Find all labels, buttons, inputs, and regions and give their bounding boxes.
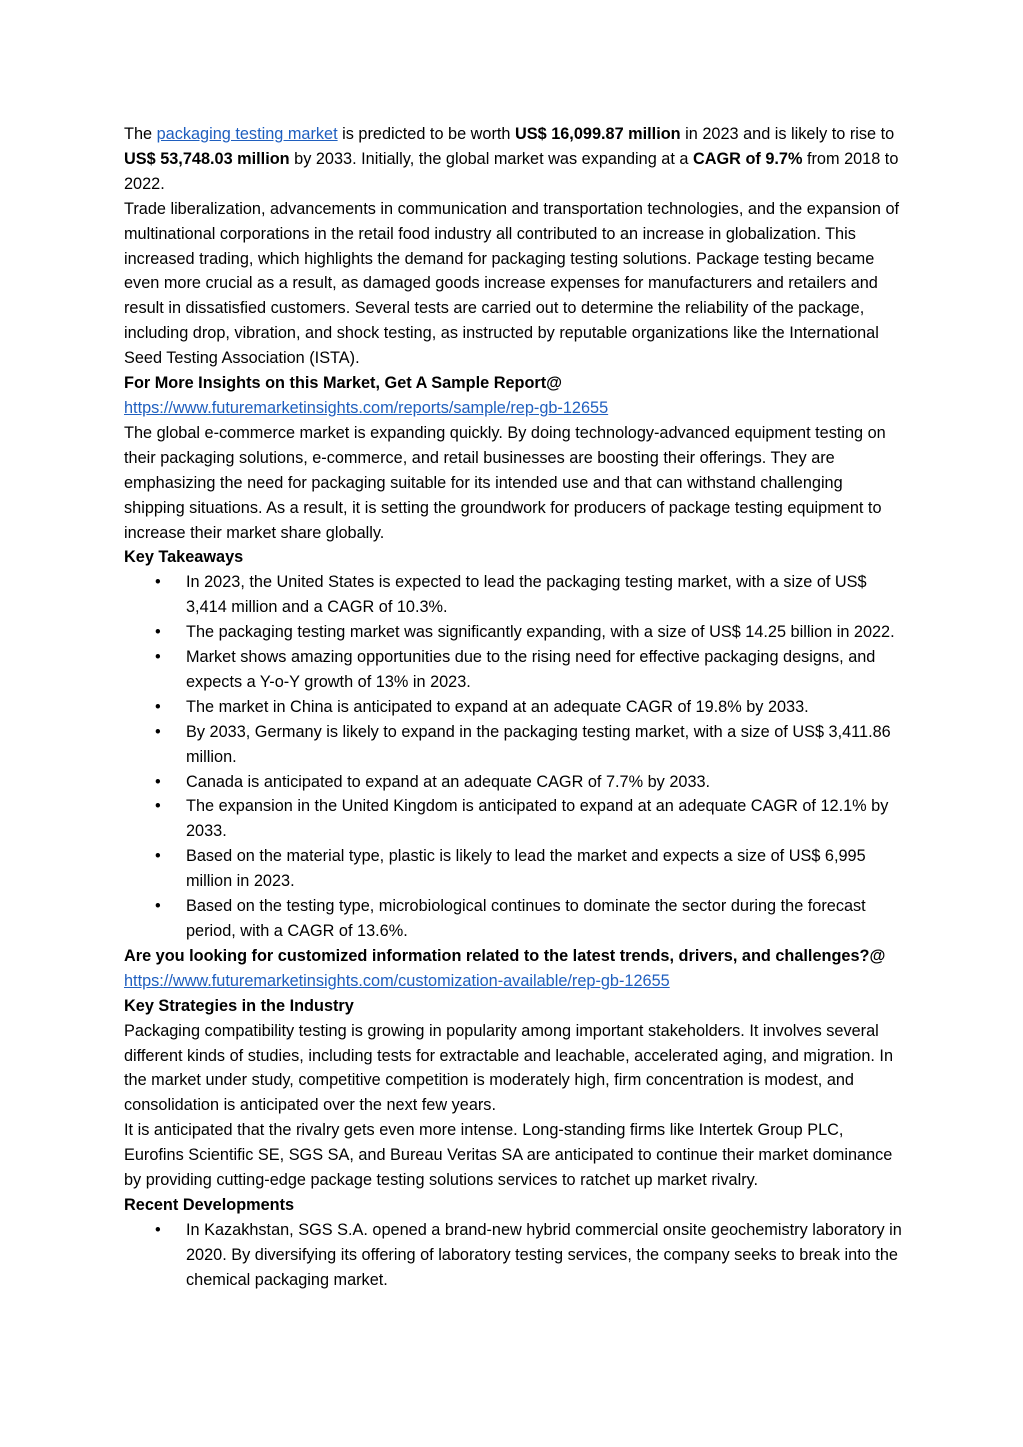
list-item: • In Kazakhstan, SGS S.A. opened a brand-new hybrid commercial onsite geochemistry laboratory in 2020. By diversifying its offering of laboratory testing services, the company seeks to break into the chemical packaging market. bbox=[124, 1218, 904, 1293]
list-item: • In 2023, the United States is expected to lead the packaging testing market, with a size of US$ 3,414 million and a CAGR of 10.3%. bbox=[124, 570, 904, 620]
customization-label: Are you looking for customized information related to the latest trends, drivers, and challenges?@ bbox=[124, 946, 886, 965]
intro-paragraph bbox=[124, 122, 904, 197]
list-item: • Based on the material type, plastic is likely to lead the market and expects a size of US$ 6,995 million in 2023. bbox=[124, 844, 904, 894]
key-strategies-heading: Key Strategies in the Industry bbox=[124, 996, 354, 1015]
bullet-icon: • bbox=[155, 1220, 161, 1239]
intro-text-4: by 2033. Initially, the global market was expanding at a bbox=[289, 149, 693, 168]
bullet-icon: • bbox=[155, 573, 161, 592]
value-2023: US$ 16,099.87 million bbox=[515, 125, 681, 143]
document-page bbox=[124, 122, 904, 1293]
intro-text-3: in 2023 and is likely to rise to bbox=[680, 125, 895, 143]
bullet-icon: • bbox=[155, 623, 161, 642]
sample-report-link[interactable]: https://www.futuremarketinsights.com/reports/sample/rep-gb-12655 bbox=[124, 398, 609, 417]
ecommerce-paragraph: The global e-commerce market is expanding quickly. By doing technology-advanced equipment testing on their packaging solutions, e-commerce, and retail businesses are boosting their offerings. They are emphasizing the need for packaging suitable for its intended use and that can withstand challenging shipping situations. As a result, it is setting the groundwork for producers of package testing equipment to increase their market share globally. bbox=[124, 423, 886, 542]
intro-text-5: from 2018 to 2022. bbox=[124, 149, 899, 193]
bullet-icon: • bbox=[155, 697, 161, 716]
intro-text-1: The bbox=[124, 125, 157, 143]
sample-request-line bbox=[124, 371, 904, 421]
cagr-value: CAGR of 9.7% bbox=[692, 149, 803, 168]
sample-request-label: For More Insights on this Market, Get A Sample Report@ bbox=[124, 374, 563, 393]
list-item: • By 2033, Germany is likely to expand in the packaging testing market, with a size of US$ 3,411.86 million. bbox=[124, 720, 904, 770]
recent-developments-heading: Recent Developments bbox=[124, 1195, 295, 1214]
intro-text-2: is predicted to be worth bbox=[337, 125, 515, 143]
packaging-testing-market-link[interactable]: packaging testing market bbox=[156, 125, 338, 143]
customization-link[interactable]: https://www.futuremarketinsights.com/customization-available/rep-gb-12655 bbox=[124, 971, 670, 990]
list-item: • The packaging testing market was significantly expanding, with a size of US$ 14.25 billion in 2022. bbox=[124, 620, 904, 645]
key-takeaways-list bbox=[124, 570, 904, 944]
customization-line bbox=[124, 944, 904, 994]
value-2033: US$ 53,748.03 million bbox=[124, 149, 290, 168]
list-item: • Market shows amazing opportunities due to the rising need for effective packaging designs, and expects a Y-o-Y growth of 13% in 2023. bbox=[124, 645, 904, 695]
trade-paragraph: Trade liberalization, advancements in communication and transportation technologies, and the expansion of multinational corporations in the retail food industry all contributed to an increase in globalization. This increased trading, which highlights the demand for packaging testing solutions. Package testing became even more crucial as a result, as damaged goods increase expenses for manufacturers and retailers and result in dissatisfied customers. Several tests are carried out to determine the reliability of the package, including drop, vibration, and shock testing, as instructed by reputable organizations like the International Seed Testing Association (ISTA). bbox=[124, 199, 900, 368]
bullet-icon: • bbox=[155, 648, 161, 667]
list-item: • The market in China is anticipated to expand at an adequate CAGR of 19.8% by 2033. bbox=[124, 695, 904, 720]
list-item: • Canada is anticipated to expand at an adequate CAGR of 7.7% by 2033. bbox=[124, 770, 904, 795]
bullet-icon: • bbox=[155, 772, 161, 791]
key-takeaways-heading: Key Takeaways bbox=[124, 548, 244, 567]
recent-developments-list bbox=[124, 1218, 904, 1293]
bullet-icon: • bbox=[155, 722, 161, 741]
strategies-paragraph-2: It is anticipated that the rivalry gets even more intense. Long-standing firms like Intertek Group PLC, Eurofins Scientific SE, SGS SA, and Bureau Veritas SA are anticipated to continue their market dominance by providing cutting-edge package testing solutions services to ratchet up market rivalry. bbox=[124, 1121, 893, 1190]
bullet-icon: • bbox=[155, 847, 161, 866]
bullet-icon: • bbox=[155, 897, 161, 916]
strategies-paragraph-1: Packaging compatibility testing is growing in popularity among important stakeholders. It involves several different kinds of studies, including tests for extractable and leachable, accelerated aging, and migration. In the market under study, competitive competition is moderately high, firm concentration is modest, and consolidation is anticipated over the next few years. bbox=[124, 1021, 894, 1115]
list-item: • Based on the testing type, microbiological continues to dominate the sector during the forecast period, with a CAGR of 13.6%. bbox=[124, 894, 904, 944]
bullet-icon: • bbox=[155, 797, 161, 816]
list-item: • The expansion in the United Kingdom is anticipated to expand at an adequate CAGR of 12.1% by 2033. bbox=[124, 794, 904, 844]
